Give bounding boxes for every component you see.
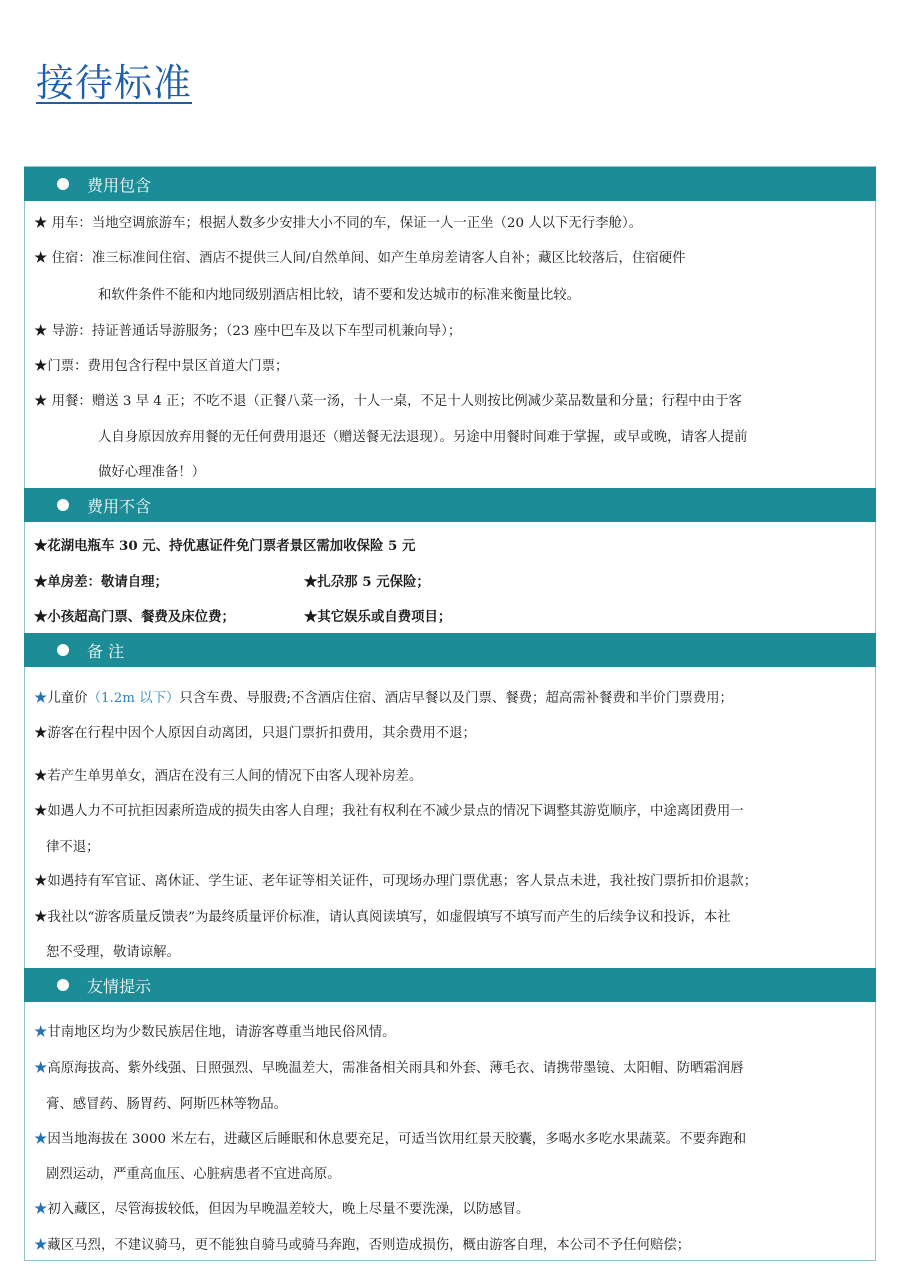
note-force-majeure-cont: 律不退； — [46, 840, 100, 855]
note-feedback: ★我社以“游客质量反馈表”为最终质量评价标准，请认真阅读填写，如虚假填写不填写而产生的后续争议和投诉，本社 — [34, 910, 731, 925]
tip-bathing — [34, 1198, 529, 1217]
included-meal: ★ 用餐：赠送 3 早 4 正；不吃不退（正餐八菜一汤，十人一桌，不足十人则按比例减少菜品数量和分量；行程中由于客 — [34, 394, 742, 409]
bullet-dot-icon — [57, 644, 69, 656]
note-text: 只含车费、导服费;不含酒店住宿、酒店早餐以及门票、餐费；超高需补餐费和半价门票费用； — [179, 691, 733, 706]
tip-sleep — [34, 1128, 746, 1147]
excluded-item-2a: ★单房差：敬请自理； — [34, 574, 168, 590]
note-certificates: ★如遇持有军官证、离休证、学生证、老年证等相关证件，可现场办理门票优惠；客人景点未进，我社按门票折扣价退款； — [34, 874, 758, 889]
section-header-excluded — [24, 488, 876, 522]
bullet-dot-icon — [57, 979, 69, 991]
note-text: 儿童价 — [47, 691, 88, 706]
included-guide: ★ 导游：持证普通话导游服务；（23 座中巴车及以下车型司机兼向导）； — [34, 324, 462, 339]
tip-altitude-cont: 膏、感冒药、肠胃药、阿斯匹林等物品。 — [46, 1097, 288, 1112]
star-icon: ★ — [34, 1238, 48, 1253]
star-icon: ★ — [34, 1061, 48, 1076]
section-title: 费用不含 — [87, 496, 152, 516]
excluded-item-1: ★花湖电瓶车 30 元、持优惠证件免门票者景区需加收保险 5 元 — [34, 538, 416, 554]
star-icon: ★ — [34, 1025, 48, 1040]
star-icon: ★ — [34, 691, 48, 706]
excluded-item-2b: ★扎尕那 5 元保险； — [304, 574, 430, 590]
note-feedback-cont: 恕不受理，敬请谅解。 — [46, 945, 180, 960]
included-meal-cont2: 做好心理准备！） — [98, 465, 206, 480]
section-header-included — [24, 167, 876, 201]
star-icon: ★ — [34, 1132, 48, 1147]
section-header-tips — [24, 968, 876, 1002]
excluded-item-3b: ★其它娱乐或自费项目； — [304, 609, 452, 625]
tip-text: 藏区马烈，不建议骑马，更不能独自骑马或骑马奔跑，否则造成损伤，概由游客自理，本公司不予任何赔偿； — [47, 1238, 691, 1253]
bullet-dot-icon — [57, 178, 69, 190]
tip-ethnic — [34, 1021, 396, 1040]
included-hotel-cont: 和软件条件不能和内地同级别酒店相比较，请不要和发达城市的标准来衡量比较。 — [98, 288, 581, 303]
tip-horse — [34, 1234, 690, 1253]
included-meal-cont: 人自身原因放弃用餐的无任何费用退还（赠送餐无法退现）。另途中用餐时间难于掌握，或早或晚，请客人提前 — [98, 430, 748, 445]
included-ticket: ★门票：费用包含行程中景区首道大门票； — [34, 359, 289, 374]
tip-altitude — [34, 1057, 744, 1076]
included-hotel: ★ 住宿：准三标准间住宿、酒店不提供三人间/自然单间、如产生单房差请客人自补；藏区比较落后，住宿硬件 — [34, 251, 686, 266]
note-force-majeure: ★如遇人力不可抗拒因素所造成的损失由客人自理；我社有权利在不减少景点的情况下调整其游览顺序，中途离团费用一 — [34, 804, 744, 819]
tip-sleep-cont: 剧烈运动，严重高血压、心脏病患者不宜进高原。 — [46, 1167, 341, 1182]
section-title: 费用包含 — [87, 175, 152, 195]
note-single-room: ★若产生单男单女，酒店在没有三人间的情况下由客人现补房差。 — [34, 769, 423, 784]
note-highlight: （1.2m 以下） — [87, 691, 180, 706]
section-title: 备 注 — [87, 641, 125, 661]
tip-text: 高原海拔高、紫外线强、日照强烈、早晚温差大，需准备相关雨具和外套、薄毛衣、请携带墨镜、太阳帽、防晒霜润唇 — [47, 1061, 744, 1076]
bullet-dot-icon — [57, 499, 69, 511]
note-leave-group: ★游客在行程中因个人原因自动离团，只退门票折扣费用，其余费用不退； — [34, 726, 476, 741]
included-car: ★ 用车：当地空调旅游车；根据人数多少安排大小不同的车，保证一人一正坐（20 人以下无行李舱）。 — [34, 216, 643, 231]
note-child-price — [34, 687, 733, 706]
page-title: 接待标准 — [36, 61, 193, 105]
star-icon: ★ — [34, 1202, 48, 1217]
tip-text: 初入藏区，尽管海拔较低，但因为早晚温差较大，晚上尽量不要洗澡，以防感冒。 — [47, 1202, 530, 1217]
tip-text: 甘南地区均为少数民族居住地，请游客尊重当地民俗风情。 — [47, 1025, 396, 1040]
section-header-notes — [24, 633, 876, 667]
section-title: 友情提示 — [87, 976, 152, 996]
excluded-item-3a: ★小孩超高门票、餐费及床位费； — [34, 609, 235, 625]
tip-text: 因当地海拔在 3000 米左右，进藏区后睡眠和休息要充足，可适当饮用红景天胶囊，多喝水多吃水果蔬菜。不要奔跑和 — [47, 1132, 747, 1147]
